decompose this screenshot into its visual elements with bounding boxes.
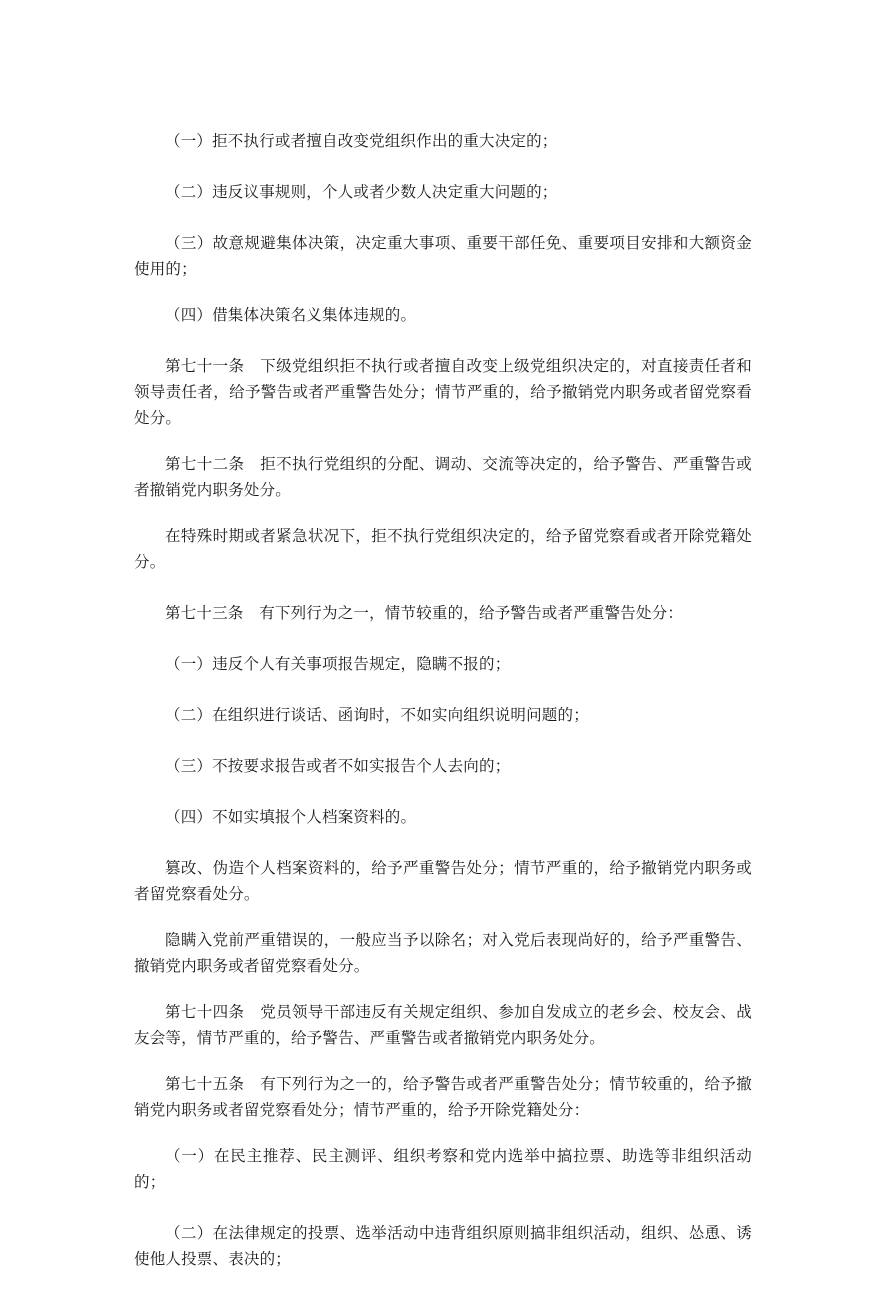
paragraph: （二）在组织进行谈话、函询时，不如实向组织说明问题的； xyxy=(165,706,589,724)
paragraph: （四）借集体决策名义集体违规的。 xyxy=(165,306,417,324)
document-body xyxy=(134,128,752,1292)
paragraph: 在特殊时期或者紧急状况下，拒不执行党组织决定的，给予留党察看或者开除党籍处分。 xyxy=(134,527,752,571)
paragraph: （二）在法律规定的投票、选举活动中违背组织原则搞非组织活动，组织、怂恿、诱使他人投票、表决的； xyxy=(134,1224,752,1268)
paragraph: 隐瞒入党前严重错误的，一般应当予以除名；对入党后表现尚好的，给予严重警告、撤销党内职务或者留党察看处分。 xyxy=(134,931,752,975)
paragraph: （二）违反议事规则，个人或者少数人决定重大问题的； xyxy=(165,183,558,201)
paragraph: （一）在民主推荐、民主测评、组织考察和党内选举中搞拉票、助选等非组织活动的； xyxy=(134,1147,752,1191)
paragraph: （一）拒不执行或者擅自改变党组织作出的重大决定的； xyxy=(165,132,558,150)
paragraph: 第七十三条 有下列行为之一，情节较重的，给予警告或者严重警告处分： xyxy=(165,604,684,622)
paragraph: （一）违反个人有关事项报告规定，隐瞒不报的； xyxy=(165,655,511,673)
paragraph: 第七十五条 有下列行为之一的，给予警告或者严重警告处分；情节较重的，给予撤销党内职务或者留党察看处分；情节严重的，给予开除党籍处分： xyxy=(134,1075,752,1119)
paragraph: （三）不按要求报告或者不如实报告个人去向的； xyxy=(165,757,511,775)
paragraph: （四）不如实填报个人档案资料的。 xyxy=(165,808,417,826)
paragraph: 第七十一条 下级党组织拒不执行或者擅自改变上级党组织决定的，对直接责任者和领导责任者，给予警告或者严重警告处分；情节严重的，给予撤销党内职务或者留党察看处分。 xyxy=(134,357,752,427)
paragraph: （三）故意规避集体决策，决定重大事项、重要干部任免、重要项目安排和大额资金使用的； xyxy=(134,234,752,278)
paragraph: 第七十四条 党员领导干部违反有关规定组织、参加自发成立的老乡会、校友会、战友会等，情节严重的，给予警告、严重警告或者撤销党内职务处分。 xyxy=(134,1003,752,1047)
paragraph: 第七十二条 拒不执行党组织的分配、调动、交流等决定的，给予警告、严重警告或者撤销党内职务处分。 xyxy=(134,455,752,499)
paragraph: 篡改、伪造个人档案资料的，给予严重警告处分；情节严重的，给予撤销党内职务或者留党察看处分。 xyxy=(134,859,752,903)
